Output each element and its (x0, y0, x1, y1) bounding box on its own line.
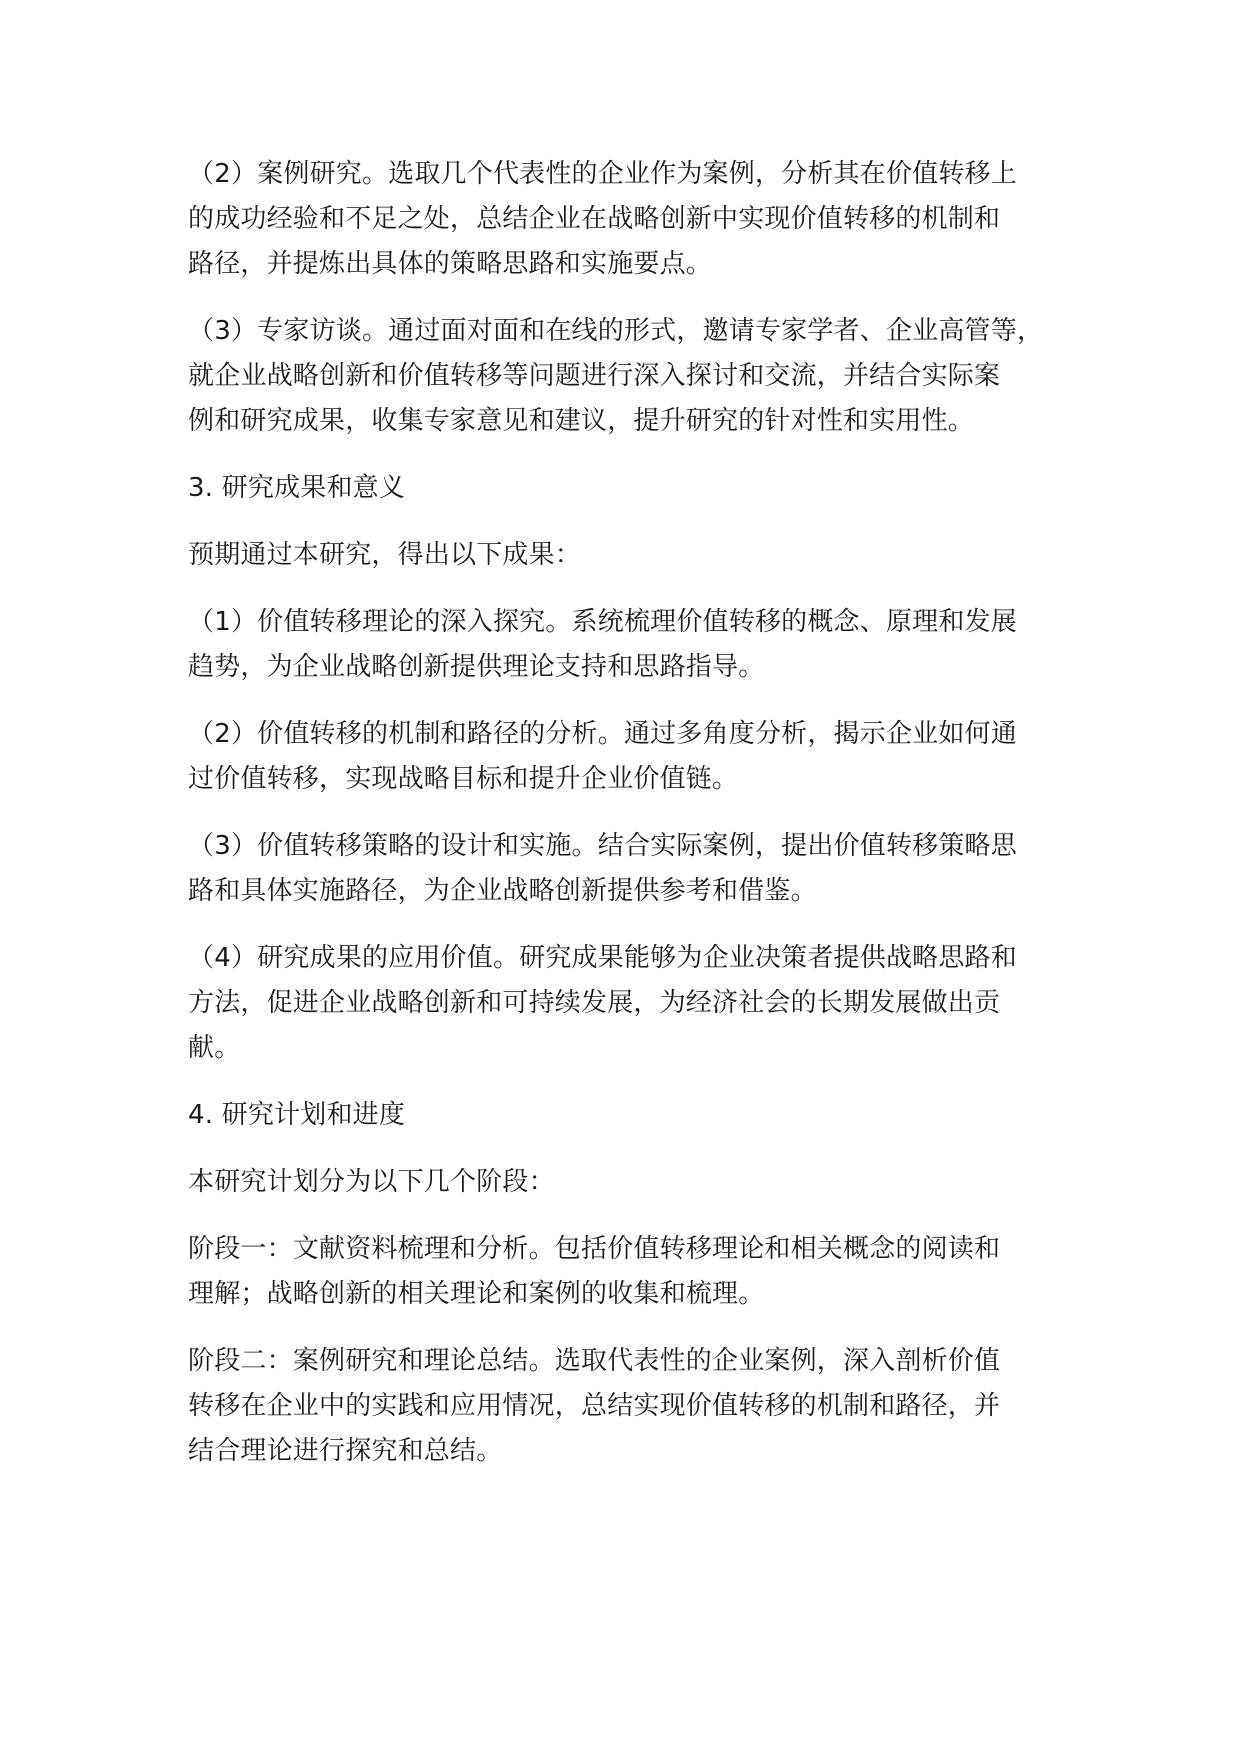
document-body (188, 152, 1088, 1496)
text-line: 理解；战略创新的相关理论和案例的收集和梳理。 (188, 1279, 765, 1309)
result-3-paragraph (188, 824, 1088, 914)
text-line: （1）价值转移理论的深入探究。系统梳理价值转移的概念、原理和发展 (188, 607, 1017, 637)
text-line: 过价值转移，实现战略目标和提升企业价值链。 (188, 764, 739, 794)
result-4-paragraph (188, 936, 1088, 1071)
text-line: 例和研究成果，收集专家意见和建议，提升研究的针对性和实用性。 (188, 406, 975, 436)
text-line: 献。 (188, 1033, 241, 1063)
expected-results-intro (188, 533, 1088, 578)
section-heading-4 (188, 1093, 1088, 1138)
stage-2-paragraph (188, 1339, 1088, 1474)
text-line: 3. 研究成果和意义 (188, 473, 406, 503)
text-line: 就企业战略创新和价值转移等问题进行深入探讨和交流，并结合实际案 (188, 361, 1001, 391)
text-line: 路径，并提炼出具体的策略思路和实施要点。 (188, 249, 713, 279)
research-plan-intro (188, 1160, 1088, 1205)
result-2-paragraph (188, 712, 1088, 802)
text-line: （4）研究成果的应用价值。研究成果能够为企业决策者提供战略思路和 (188, 943, 1017, 973)
text-line: 预期通过本研究，得出以下成果： (188, 540, 582, 570)
text-line: 阶段一：文献资料梳理和分析。包括价值转移理论和相关概念的阅读和 (188, 1234, 1001, 1264)
text-line: 4. 研究计划和进度 (188, 1100, 406, 1130)
text-line: （3）价值转移策略的设计和实施。结合实际案例，提出价值转移策略思 (188, 831, 1017, 861)
text-line: 路和具体实施路径，为企业战略创新提供参考和借鉴。 (188, 876, 817, 906)
case-study-paragraph (188, 152, 1088, 287)
text-line: （3）专家访谈。通过面对面和在线的形式，邀请专家学者、企业高管等， (188, 316, 1044, 346)
text-line: （2）价值转移的机制和路径的分析。通过多角度分析，揭示企业如何通 (188, 719, 1017, 749)
result-1-paragraph (188, 600, 1088, 690)
section-heading-3 (188, 466, 1088, 511)
text-line: 方法，促进企业战略创新和可持续发展，为经济社会的长期发展做出贡 (188, 988, 1001, 1018)
text-line: 转移在企业中的实践和应用情况，总结实现价值转移的机制和路径，并 (188, 1391, 1001, 1421)
text-line: 结合理论进行探究和总结。 (188, 1436, 503, 1466)
text-line: （2）案例研究。选取几个代表性的企业作为案例，分析其在价值转移上 (188, 159, 1017, 189)
text-line: 的成功经验和不足之处，总结企业在战略创新中实现价值转移的机制和 (188, 204, 1001, 234)
text-line: 趋势，为企业战略创新提供理论支持和思路指导。 (188, 652, 765, 682)
text-line: 本研究计划分为以下几个阶段： (188, 1167, 555, 1197)
text-line: 阶段二：案例研究和理论总结。选取代表性的企业案例，深入剖析价值 (188, 1346, 1001, 1376)
stage-1-paragraph (188, 1227, 1088, 1317)
expert-interview-paragraph (188, 309, 1088, 444)
